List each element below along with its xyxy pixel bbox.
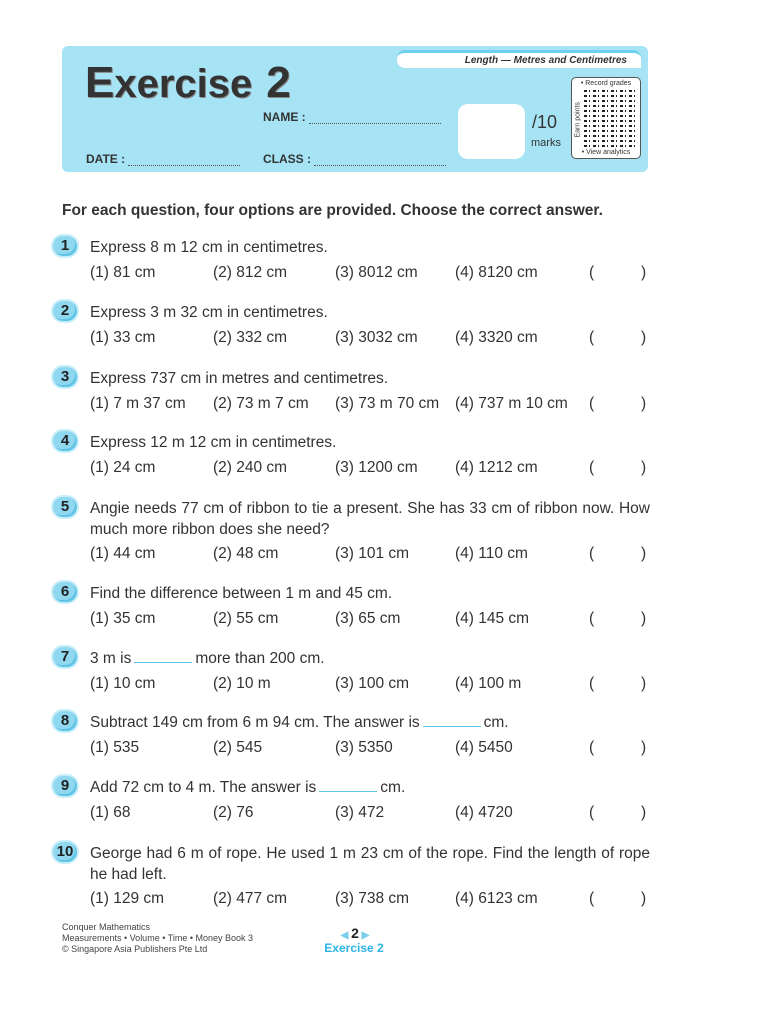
option-3[interactable]: (3) 738 cm <box>335 890 410 907</box>
answer-blank <box>423 713 481 727</box>
option-3[interactable]: (3) 65 cm <box>335 610 401 627</box>
option-3[interactable]: (3) 5350 <box>335 739 393 756</box>
answer-bracket-open[interactable]: ( <box>589 675 595 692</box>
option-2[interactable]: (2) 10 m <box>213 675 271 692</box>
option-3[interactable]: (3) 3032 cm <box>335 329 418 346</box>
option-3[interactable]: (3) 101 cm <box>335 545 410 562</box>
date-field[interactable]: DATE : <box>86 152 240 166</box>
qr-code-icon <box>584 89 638 147</box>
question-text: Express 3 m 32 cm in centimetres. <box>90 304 328 321</box>
answer-bracket-close[interactable]: ) <box>641 739 647 756</box>
answer-bracket-open[interactable]: ( <box>589 264 595 281</box>
option-2[interactable]: (2) 812 cm <box>213 264 288 281</box>
option-4[interactable]: (4) 3320 cm <box>455 329 538 346</box>
option-1[interactable]: (1) 24 cm <box>90 459 156 476</box>
topic-tab: Length — Metres and Centimetres <box>397 50 641 68</box>
option-4[interactable]: (4) 8120 cm <box>455 264 538 281</box>
qr-code: • Record grades Earn points • View analytics <box>571 77 641 159</box>
score-box[interactable] <box>458 104 525 159</box>
question-text: Subtract 149 cm from 6 m 94 cm. The answer is cm. <box>90 714 509 731</box>
answer-bracket-open[interactable]: ( <box>589 545 595 562</box>
question-number-badge: 8 <box>51 709 79 733</box>
option-1[interactable]: (1) 7 m 37 cm <box>90 395 186 412</box>
option-2[interactable]: (2) 76 <box>213 804 254 821</box>
option-3[interactable]: (3) 8012 cm <box>335 264 418 281</box>
instructions: For each question, four options are provided. Choose the correct answer. <box>62 202 603 219</box>
answer-blank <box>319 778 377 792</box>
option-3[interactable]: (3) 472 <box>335 804 385 821</box>
answer-bracket-close[interactable]: ) <box>641 329 647 346</box>
option-2[interactable]: (2) 332 cm <box>213 329 288 346</box>
question-text: George had 6 m of rope. He used 1 m 23 cm of the rope. Find the length of rope he had left. <box>90 845 650 883</box>
total-marks: /10 <box>532 112 558 132</box>
marks-label: marks <box>531 137 561 149</box>
question-number-badge: 2 <box>51 299 79 323</box>
answer-bracket-close[interactable]: ) <box>641 804 647 821</box>
answer-bracket-close[interactable]: ) <box>641 610 647 627</box>
answer-blank <box>134 649 192 663</box>
question-number-badge: 10 <box>51 840 79 864</box>
option-1[interactable]: (1) 68 <box>90 804 131 821</box>
option-3[interactable]: (3) 73 m 70 cm <box>335 395 440 412</box>
question-text: 3 m is more than 200 cm. <box>90 650 325 667</box>
footer-section: Exercise 2 <box>324 941 384 955</box>
answer-bracket-close[interactable]: ) <box>641 890 647 907</box>
answer-bracket-open[interactable]: ( <box>589 739 595 756</box>
option-1[interactable]: (1) 129 cm <box>90 890 165 907</box>
option-2[interactable]: (2) 55 cm <box>213 610 279 627</box>
exercise-title: Exercise 2 <box>85 58 291 107</box>
option-1[interactable]: (1) 535 <box>90 739 140 756</box>
option-4[interactable]: (4) 110 cm <box>455 545 528 562</box>
answer-bracket-close[interactable]: ) <box>641 264 647 281</box>
option-3[interactable]: (3) 100 cm <box>335 675 410 692</box>
option-2[interactable]: (2) 73 m 7 cm <box>213 395 309 412</box>
option-1[interactable]: (1) 81 cm <box>90 264 156 281</box>
answer-bracket-close[interactable]: ) <box>641 459 647 476</box>
option-1[interactable]: (1) 35 cm <box>90 610 156 627</box>
option-1[interactable]: (1) 10 cm <box>90 675 156 692</box>
answer-bracket-open[interactable]: ( <box>589 804 595 821</box>
answer-bracket-open[interactable]: ( <box>589 329 595 346</box>
class-field[interactable]: CLASS : <box>263 152 446 166</box>
answer-bracket-open[interactable]: ( <box>589 890 595 907</box>
question-number-badge: 3 <box>51 365 79 389</box>
answer-bracket-close[interactable]: ) <box>641 545 647 562</box>
question-number-badge: 9 <box>51 774 79 798</box>
question-number-badge: 4 <box>51 429 79 453</box>
question-text: Express 8 m 12 cm in centimetres. <box>90 239 328 256</box>
option-2[interactable]: (2) 240 cm <box>213 459 288 476</box>
option-4[interactable]: (4) 737 m 10 cm <box>455 395 568 412</box>
answer-bracket-open[interactable]: ( <box>589 395 595 412</box>
question-text: Add 72 cm to 4 m. The answer is cm. <box>90 779 406 796</box>
answer-bracket-open[interactable]: ( <box>589 459 595 476</box>
answer-bracket-close[interactable]: ) <box>641 395 647 412</box>
option-2[interactable]: (2) 477 cm <box>213 890 288 907</box>
name-field[interactable]: NAME : <box>263 110 441 124</box>
option-4[interactable]: (4) 1212 cm <box>455 459 538 476</box>
option-2[interactable]: (2) 545 <box>213 739 263 756</box>
option-4[interactable]: (4) 100 m <box>455 675 522 692</box>
option-1[interactable]: (1) 33 cm <box>90 329 156 346</box>
question-number-badge: 6 <box>51 580 79 604</box>
answer-bracket-close[interactable]: ) <box>641 675 647 692</box>
option-2[interactable]: (2) 48 cm <box>213 545 279 562</box>
answer-bracket-open[interactable]: ( <box>589 610 595 627</box>
question-number-badge: 5 <box>51 495 79 519</box>
page-number: ◀ 2 ▶ <box>340 925 370 941</box>
question-text: Angie needs 77 cm of ribbon to tie a present. She has 33 cm of ribbon now. How much more ribbon does she need? <box>90 500 650 538</box>
question-number-badge: 1 <box>51 234 79 258</box>
question-text: Express 12 m 12 cm in centimetres. <box>90 434 337 451</box>
option-4[interactable]: (4) 6123 cm <box>455 890 538 907</box>
option-1[interactable]: (1) 44 cm <box>90 545 156 562</box>
question-text: Express 737 cm in metres and centimetres. <box>90 370 389 387</box>
option-3[interactable]: (3) 1200 cm <box>335 459 418 476</box>
option-4[interactable]: (4) 4720 <box>455 804 513 821</box>
option-4[interactable]: (4) 145 cm <box>455 610 530 627</box>
question-number-badge: 7 <box>51 645 79 669</box>
option-4[interactable]: (4) 5450 <box>455 739 513 756</box>
question-text: Find the difference between 1 m and 45 cm. <box>90 585 393 602</box>
footer-credits: Conquer Mathematics Measurements • Volume • Time • Money Book 3 © Singapore Asia Publishers Pte Ltd <box>62 922 254 954</box>
